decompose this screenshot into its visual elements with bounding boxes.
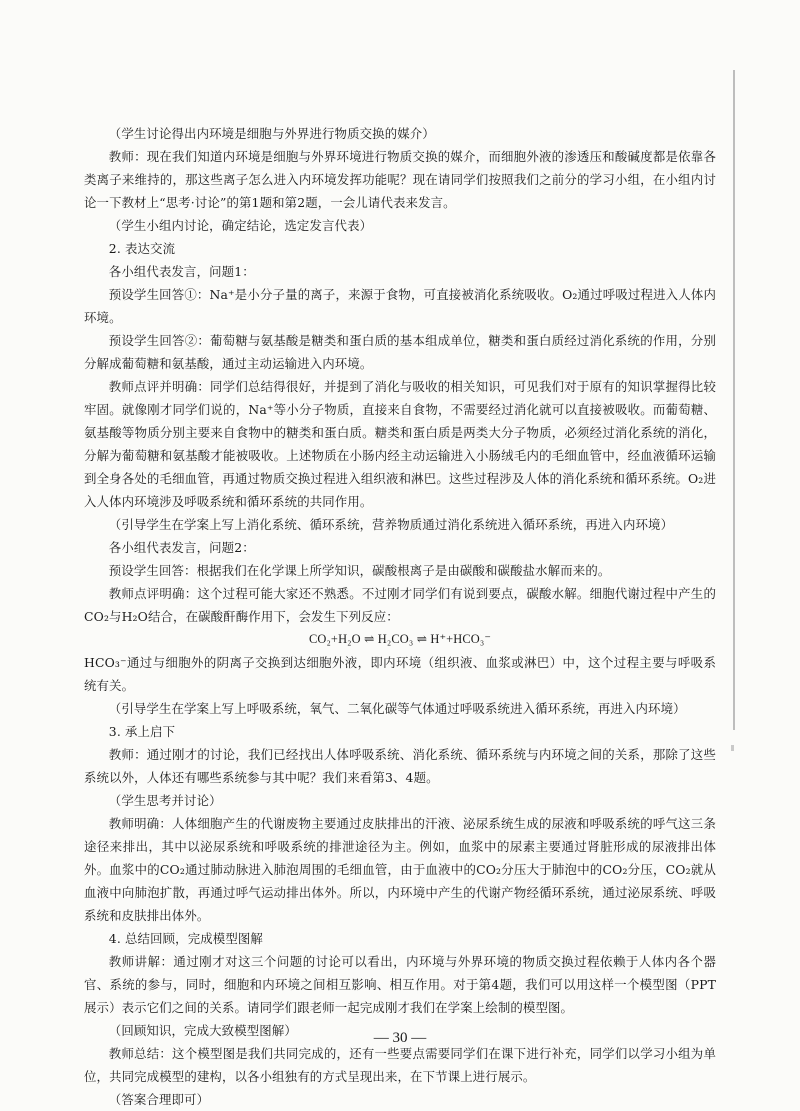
paragraph: 各小组代表发言，问题1： bbox=[108, 264, 255, 279]
paragraph: 预设学生回答①：Na⁺是小分子量的离子，来源于食物，可直接被消化系统吸收。O₂通过呼吸过程进入人体内环境。 bbox=[84, 287, 716, 325]
document-body bbox=[84, 122, 716, 1111]
page-number: — 30 — bbox=[373, 1030, 427, 1046]
paragraph: （答案合理即可） bbox=[108, 1092, 210, 1107]
paragraph: 2. 表达交流 bbox=[108, 241, 176, 256]
paragraph: 4. 总结回顾，完成模型图解 bbox=[108, 931, 263, 946]
paragraph: 预设学生回答：根据我们在化学课上所学知识，碳酸根离子是由碳酸和碳酸盐水解而来的。 bbox=[108, 563, 611, 578]
paragraph: 教师点评并明确：同学们总结得很好，并提到了消化与吸收的相关知识，可见我们对于原有的知识掌握得比较牢固。就像刚才同学们说的，Na⁺等小分子物质，直接来自食物，不需要经过消化就可以直接被吸收。而葡萄糖、氨基酸等物质分别主要来自食物中的糖类和蛋白质。糖类和蛋白质是两类大分子物质，必须经过消化系统的消化，分解为葡萄糖和氨基酸才能被吸收。上述物质在小肠内经主动运输进入小肠绒毛内的毛细血管中，经血液循环运输到全身各处的毛细血管，再通过物质交换过程进入组织液和淋巴。这些过程涉及人体的消化系统和循环系统。O₂进入人体内环境涉及呼吸系统和循环系统的共同作用。 bbox=[84, 379, 716, 509]
paragraph: 各小组代表发言，问题2： bbox=[108, 540, 255, 555]
paragraph: （回顾知识，完成大致模型图解） bbox=[108, 1023, 297, 1038]
paragraph: （学生思考并讨论） bbox=[108, 793, 222, 808]
paragraph: （引导学生在学案上写上消化系统、循环系统，营养物质通过消化系统进入循环系统，再进入内环境） bbox=[108, 517, 674, 532]
paragraph: 3. 承上启下 bbox=[108, 724, 176, 739]
paragraph: 预设学生回答②：葡萄糖与氨基酸是糖类和蛋白质的基本组成单位，糖类和蛋白质经过消化系统的作用，分别分解成葡萄糖和氨基酸，通过主动运输进入内环境。 bbox=[84, 333, 716, 371]
scan-edge-line bbox=[733, 70, 735, 730]
paragraph: HCO₃⁻通过与细胞外的阴离子交换到达细胞外液，即内环境（组织液、血浆或淋巴）中，这个过程主要与呼吸系统有关。 bbox=[84, 655, 716, 693]
paragraph: 教师讲解：通过刚才对这三个问题的讨论可以看出，内环境与外界环境的物质交换过程依赖于人体内各个器官、系统的参与，同时，细胞和内环境之间相互影响、相互作用。对于第4题，我们可以用这样一个模型图（PPT展示）表示它们之间的关系。请同学们跟老师一起完成刚才我们在学案上绘制的模型图。 bbox=[84, 954, 716, 1015]
paragraph: （学生小组内讨论，确定结论，选定发言代表） bbox=[108, 218, 373, 233]
paragraph: 教师：现在我们知道内环境是细胞与外界环境进行物质交换的媒介，而细胞外液的渗透压和酸碱度都是依靠各类离子来维持的，那这些离子怎么进入内环境发挥功能呢？现在请同学们按照我们之前分的学习小组，在小组内讨论一下教材上“思考·讨论”的第1题和第2题，一会儿请代表来发言。 bbox=[84, 149, 716, 210]
paragraph: 教师明确：人体细胞产生的代谢废物主要通过皮肤排出的汗液、泌尿系统生成的尿液和呼吸系统的呼气这三条途径来排出，其中以泌尿系统和呼吸系统的排泄途径为主。例如，血浆中的尿素主要通过肾脏形成的尿液排出体外。血浆中的CO₂通过肺动脉进入肺泡周围的毛细血管，由于血液中的CO₂分压大于肺泡中的CO₂分压，CO₂就从血液中向肺泡扩散，再通过呼气运动排出体外。所以，内环境中产生的代谢产物经循环系统，通过泌尿系统、呼吸系统和皮肤排出体外。 bbox=[84, 816, 716, 923]
chemical-equation: CO₂+H₂O ⇌ H₂CO₃ ⇌ H⁺+HCO₃⁻ bbox=[308, 632, 492, 646]
paragraph: （引导学生在学案上写上呼吸系统，氧气、二氧化碳等气体通过呼吸系统进入循环系统，再进入内环境） bbox=[108, 701, 686, 716]
paragraph: 教师点评明确：这个过程可能大家还不熟悉。不过刚才同学们有说到要点，碳酸水解。细胞代谢过程中产生的CO₂与H₂O结合，在碳酸酐酶作用下，会发生下列反应： bbox=[84, 586, 716, 624]
paragraph: 教师：通过刚才的讨论，我们已经找出人体呼吸系统、消化系统、循环系统与内环境之间的关系，那除了这些系统以外，人体还有哪些系统参与其中呢？我们来看第3、4题。 bbox=[84, 747, 716, 785]
paragraph: （学生讨论得出内环境是细胞与外界进行物质交换的媒介） bbox=[108, 126, 435, 141]
scan-mark bbox=[731, 745, 734, 751]
paragraph: 教师总结：这个模型图是我们共同完成的，还有一些要点需要同学们在课下进行补充，同学们以学习小组为单位，共同完成模型的建构，以各小组独有的方式呈现出来，在下节课上进行展示。 bbox=[84, 1046, 716, 1084]
